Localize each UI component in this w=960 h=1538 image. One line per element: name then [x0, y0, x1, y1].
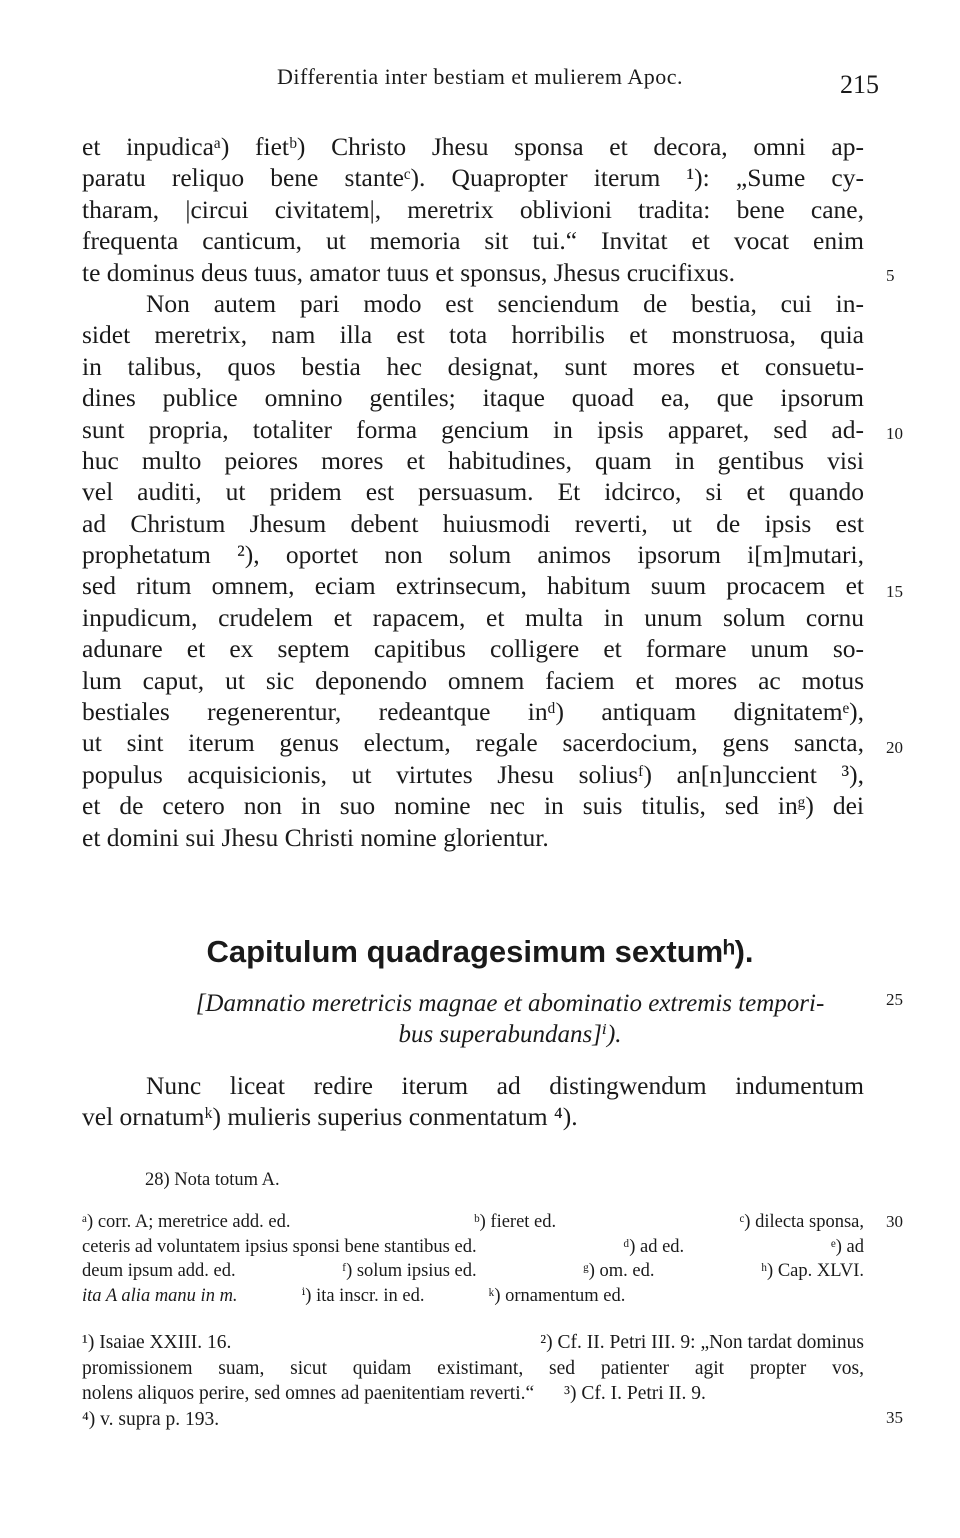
chapter-intro: [82, 1070, 864, 1133]
apparatus-entry: ᵃ) corr. A; meretrice add. ed.: [82, 1212, 291, 1232]
apparatus-line: [82, 1284, 864, 1309]
text-line: lum caput, ut sic deponendo omnem faciem et mores ac motus: [82, 665, 864, 695]
chapter-heading: Capitulum quadragesimum sextumʰ).: [206, 934, 754, 969]
footnote-line: promissionem suam, sicut quidam existimant, sed patienter agit propter vos,: [82, 1357, 864, 1379]
footnote-line: [82, 1381, 872, 1407]
margin-line-number: 35: [886, 1408, 903, 1427]
critical-apparatus: [82, 1210, 864, 1308]
note-marker: 28) Nota totum A.: [145, 1170, 280, 1190]
text-line: vel ornatumᵏ) mulieris superius conmentatum ⁴).: [82, 1102, 578, 1132]
footnote-entry: ²) Cf. II. Petri III. 9: „Non tardat dominus: [540, 1332, 864, 1353]
apparatus-line: [82, 1259, 864, 1284]
margin-line-number: 30: [886, 1212, 903, 1231]
apparatus-entry: ᵍ) om. ed.: [583, 1261, 655, 1281]
text-line: bestiales regenerentur, redeantque inᵈ) antiquam dignitatemᵉ),: [82, 697, 864, 727]
apparatus-entry: ᶠ) solum ipsius ed.: [342, 1261, 477, 1281]
text-line: sunt propria, totaliter forma gencium in ipsis apparet, sed ad-: [82, 414, 864, 444]
apparatus-entry: ᵈ) ad ed.: [623, 1236, 685, 1257]
text-line: paratu reliquo bene stanteᶜ). Quapropter iterum ¹): „Sume cy-: [82, 163, 864, 193]
text-line: dines publice omnino gentiles; itaque quoad ea, que ipsorum: [82, 383, 864, 413]
text-line: huc multo peiores mores et habitudines, quam in gentibus visi: [82, 445, 864, 475]
text-line: prophetatum ²), oportet non solum animos ipsorum i[m]mutari,: [82, 540, 864, 570]
footnotes: [82, 1330, 872, 1432]
subtitle-line: bus superabundans]ⁱ).: [398, 1021, 622, 1048]
margin-line-number: 5: [886, 266, 895, 285]
running-header: Differentia inter bestiam et mulierem Apoc.: [277, 64, 683, 89]
text-line: et inpudicaᵃ) fietᵇ) Christo Jhesu sponsa et decora, omni ap-: [82, 132, 864, 161]
footnote-entry: ¹) Isaiae XXIII. 16.: [82, 1332, 232, 1353]
margin-line-number: 15: [886, 582, 903, 601]
footnote-line: ⁴) v. supra p. 193.: [82, 1408, 220, 1430]
subtitle-line: [Damnatio meretricis magnae et abominatio extremis tempori-: [195, 990, 825, 1017]
main-text-block: [82, 131, 864, 853]
text-line: tharam, |circui civitatem|, meretrix oblivioni tradita: bene cane,: [82, 194, 864, 224]
text-line: Non autem pari modo est senciendum de bestia, cui in-: [146, 288, 864, 318]
footnote-entry: ³) Cf. I. Petri II. 9.: [564, 1383, 706, 1404]
apparatus-line: [82, 1235, 864, 1260]
margin-line-number: 10: [886, 424, 903, 443]
apparatus-entry: ᵉ) ad: [830, 1236, 864, 1257]
text-line: populus acquisicionis, ut virtutes Jhesu soliusᶠ) an[n]unccient ³),: [82, 759, 864, 789]
margin-line-number: 20: [886, 738, 903, 757]
text-line: et de cetero non in suo nomine nec in suis titulis, sed inᵍ) dei: [82, 791, 864, 821]
margin-line-number: 25: [886, 990, 903, 1009]
text-line: inpudicum, crudelem et rapacem, et multa in unum solum cornu: [82, 602, 864, 632]
apparatus-entry: ʰ) Cap. XLVI.: [761, 1261, 864, 1281]
text-line: in talibus, quos bestia hec designat, sunt mores et consuetu-: [82, 351, 864, 381]
text-line: Nunc liceat redire iterum ad distingwendum indumentum: [146, 1071, 864, 1100]
text-line: te dominus deus tuus, amator tuus et sponsus, Jhesus crucifixus.: [82, 257, 736, 287]
text-line: sidet meretrix, nam illa est tota horribilis et monstruosa, quia: [82, 320, 864, 350]
text-line: vel auditi, ut pridem est persuasum. Et idcirco, si et quando: [82, 477, 864, 507]
footnote-line: [82, 1330, 864, 1356]
text-line: et domini sui Jhesu Christi nomine glorientur.: [82, 822, 549, 852]
text-line: ut sint iterum genus electum, regale sacerdocium, gens sancta,: [82, 728, 864, 758]
footnote-entry: nolens aliquos perire, sed omnes ad paenitentiam reverti.“: [82, 1383, 535, 1404]
apparatus-entry: ita A alia manu in m.: [82, 1285, 238, 1306]
page-number: 215: [840, 70, 879, 99]
apparatus-entry: ᵇ) fieret ed.: [473, 1212, 557, 1232]
apparatus-line: [82, 1210, 864, 1235]
chapter-subtitle: [160, 988, 860, 1050]
text-line: frequenta canticum, ut memoria sit tui.“ Invitat et vocat enim: [82, 226, 864, 256]
text-line: sed ritum omnem, eciam extrinsecum, habitum suum procacem et: [82, 571, 864, 601]
text-line: adunare et ex septem capitibus colligere et formare unum so-: [82, 634, 864, 664]
apparatus-entry: ⁱ) ita inscr. in ed.: [301, 1285, 425, 1306]
apparatus-entry: ᶜ) dilecta sponsa,: [739, 1212, 864, 1232]
apparatus-entry: deum ipsum add. ed.: [82, 1261, 236, 1281]
apparatus-entry: ᵏ) ornamentum ed.: [488, 1285, 626, 1306]
apparatus-entry: ceteris ad voluntatem ipsius sponsi bene stantibus ed.: [82, 1236, 477, 1257]
text-line: ad Christum Jhesum debent huiusmodi reverti, ut de ipsis est: [82, 508, 864, 538]
